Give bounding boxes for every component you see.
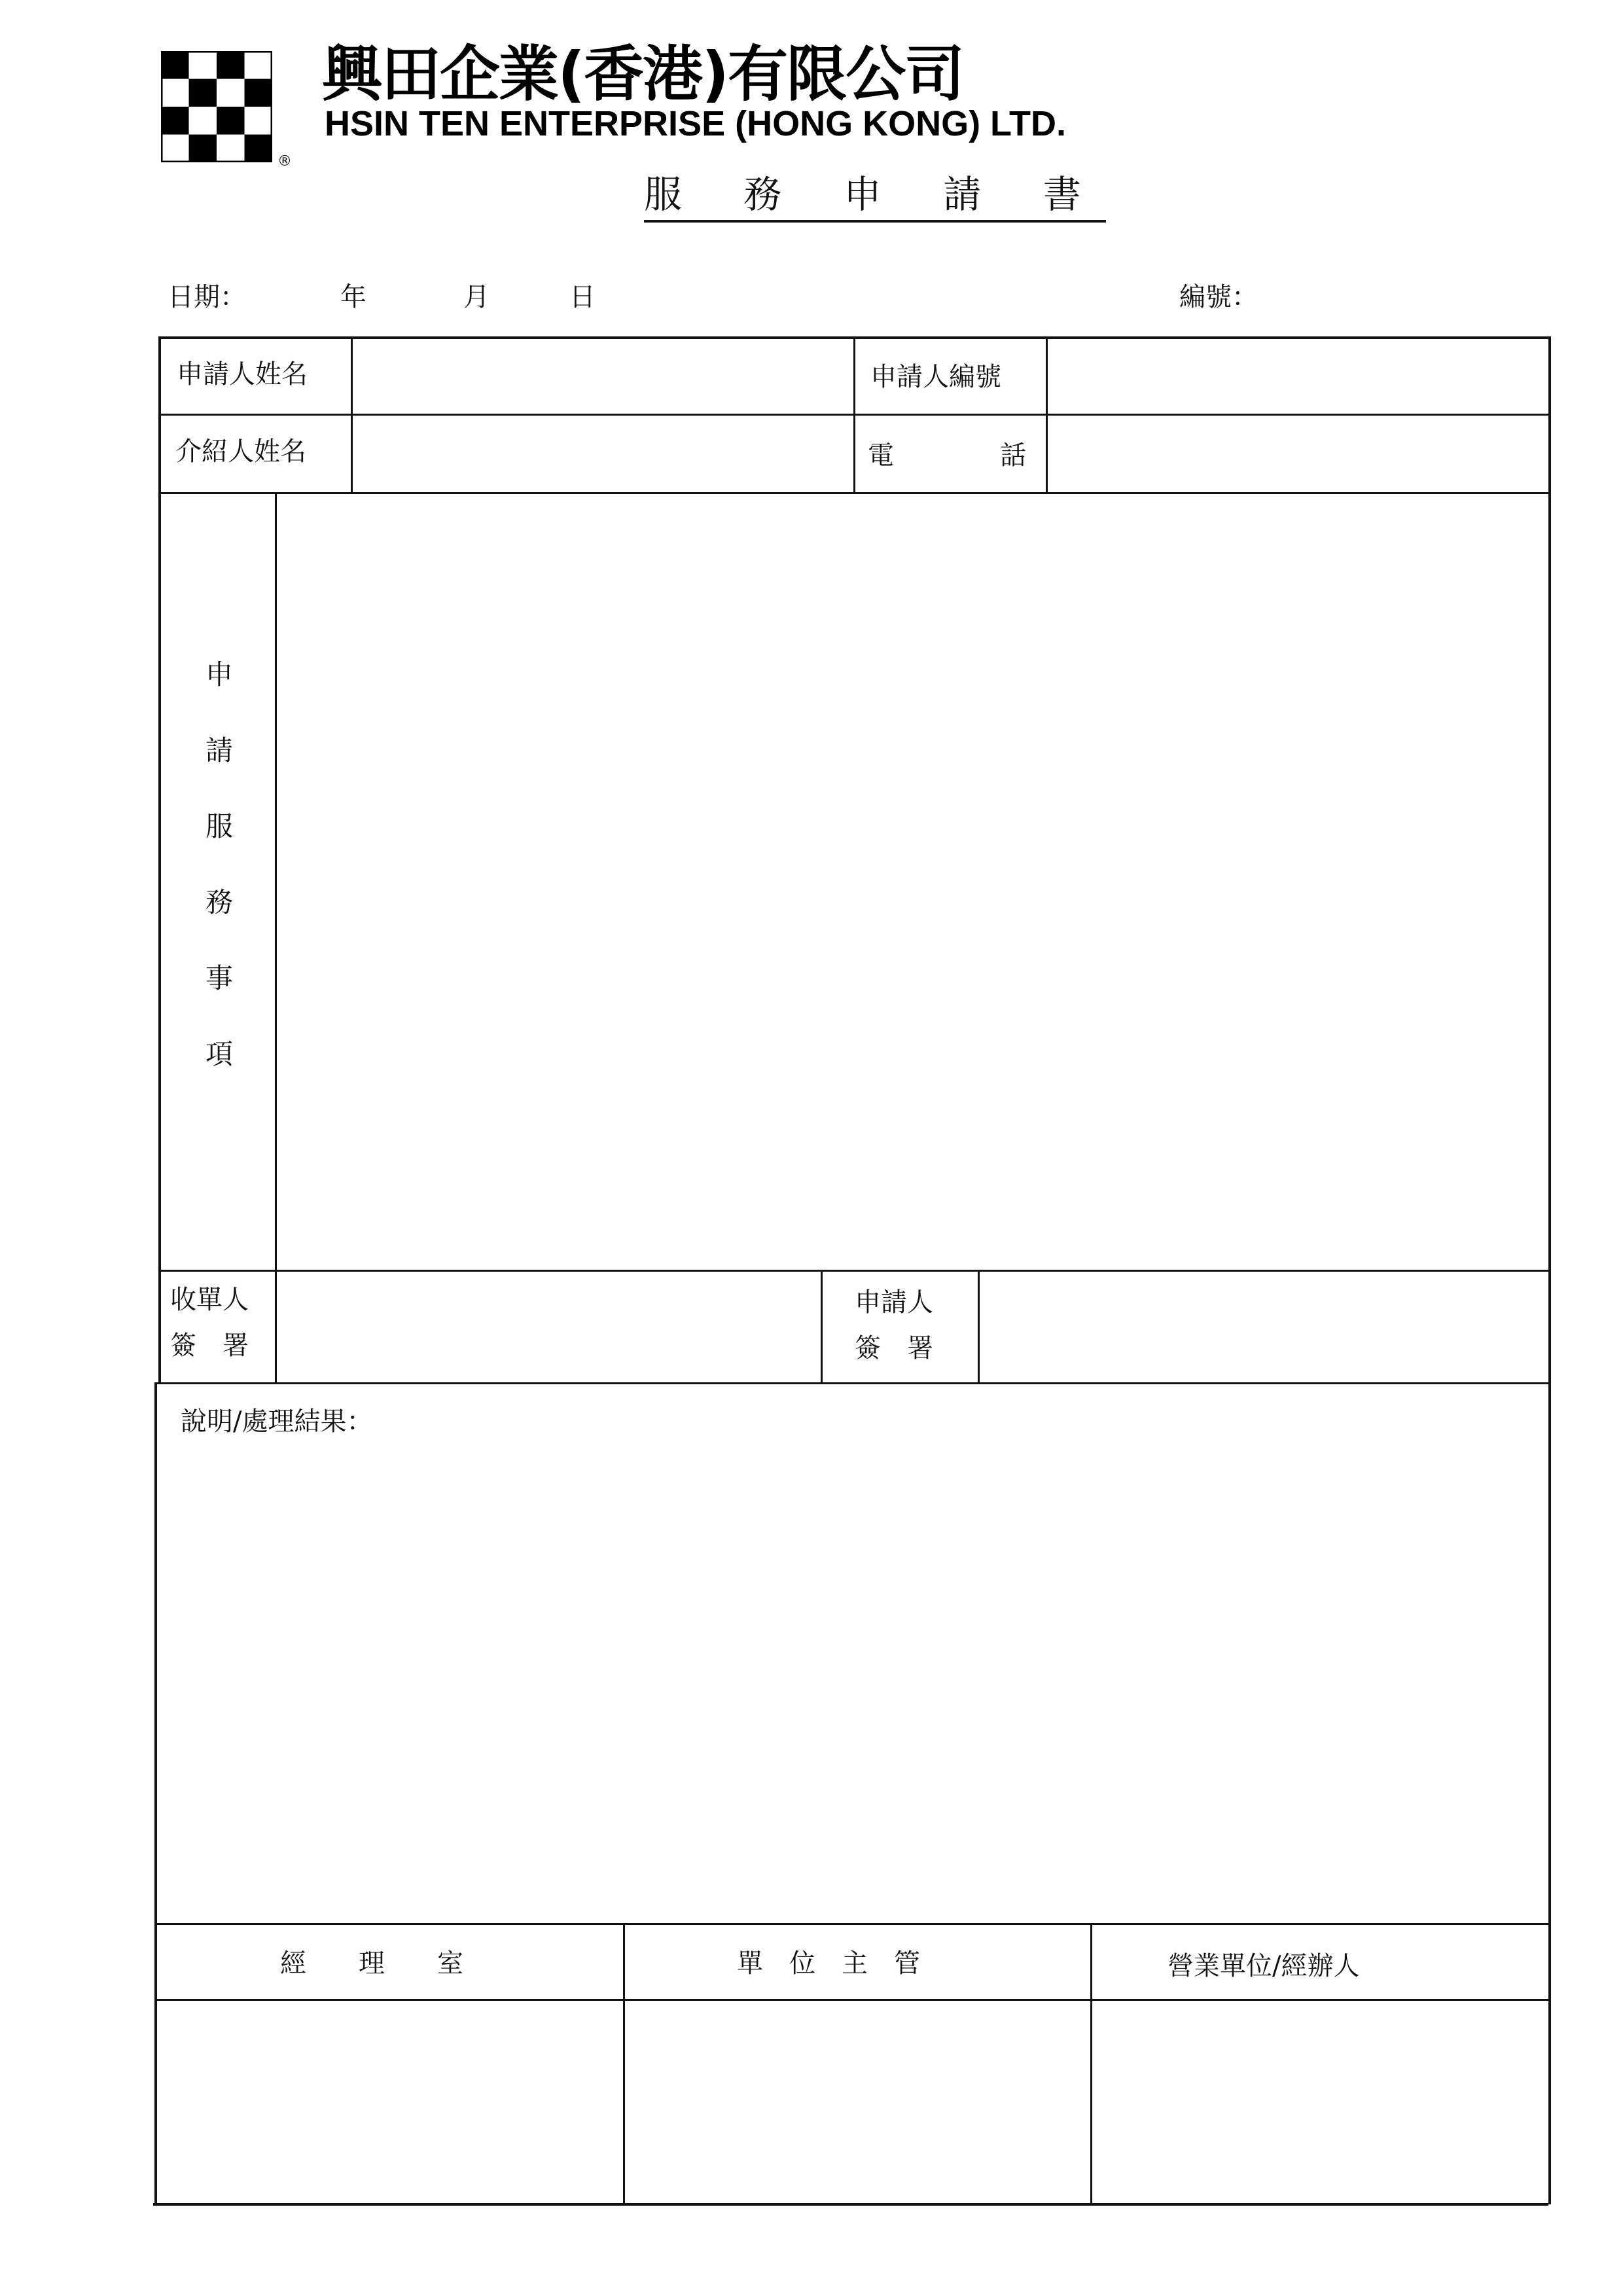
- result-label: 說明/處理結果：: [181, 1407, 373, 1437]
- company-name-en: HSIN TEN ENTERPRISE (HONG KONG) LTD.: [325, 104, 1067, 143]
- form-title: 服 務 申 請 書: [644, 175, 1106, 223]
- phone-label-part1: 電: [868, 440, 894, 471]
- service-items-label: [203, 658, 236, 1117]
- date-day-label: 日: [569, 282, 596, 312]
- phone-field[interactable]: [1048, 416, 1547, 491]
- applicant-id-label: 申請人編號: [870, 362, 1001, 392]
- result-field[interactable]: [158, 1446, 1546, 1920]
- referrer-name-field[interactable]: [353, 416, 852, 491]
- manager-office-sign-field[interactable]: [158, 2003, 620, 2200]
- applicant-name-field[interactable]: [353, 339, 852, 412]
- applicant-sign-label-line1: 申請人: [855, 1287, 933, 1318]
- sales-handler-sign-field[interactable]: [1094, 2003, 1546, 2200]
- applicant-name-label: 申請人姓名: [177, 359, 308, 389]
- service-items-char: 項: [205, 1038, 233, 1070]
- date-year-label: 年: [340, 282, 366, 312]
- company-logo-icon: [161, 51, 272, 162]
- service-items-char: 服: [205, 810, 233, 842]
- company-name-cn: 興田企業(香港)有限公司: [322, 39, 964, 109]
- receiver-signature-field[interactable]: [279, 1272, 819, 1381]
- referrer-name-label: 介紹人姓名: [175, 437, 306, 467]
- service-items-char: 事: [205, 962, 233, 994]
- date-month-label: 月: [463, 282, 490, 312]
- receiver-sign-label-line1: 收單人: [170, 1285, 249, 1315]
- form-number-label: 編號：: [1179, 282, 1258, 312]
- sales-handler-label: 營業單位/經辦人: [1168, 1951, 1360, 1981]
- applicant-sign-label-line2: 簽 署: [855, 1333, 933, 1363]
- service-items-field[interactable]: [279, 495, 1546, 1268]
- unit-supervisor-label: 單 位 主 管: [737, 1948, 920, 1979]
- service-items-char: 申: [205, 658, 233, 691]
- unit-supervisor-sign-field[interactable]: [627, 2003, 1088, 2200]
- manager-office-label: 經 理 室: [280, 1948, 463, 1979]
- service-items-char: 務: [205, 886, 233, 918]
- service-items-char: 請: [205, 734, 233, 766]
- registered-mark: ®: [277, 153, 292, 170]
- applicant-id-field[interactable]: [1048, 339, 1547, 412]
- phone-label-part2: 話: [1000, 440, 1026, 471]
- applicant-signature-field[interactable]: [982, 1272, 1546, 1381]
- date-label: 日期：: [168, 282, 246, 312]
- receiver-sign-label-line2: 簽 署: [170, 1331, 249, 1361]
